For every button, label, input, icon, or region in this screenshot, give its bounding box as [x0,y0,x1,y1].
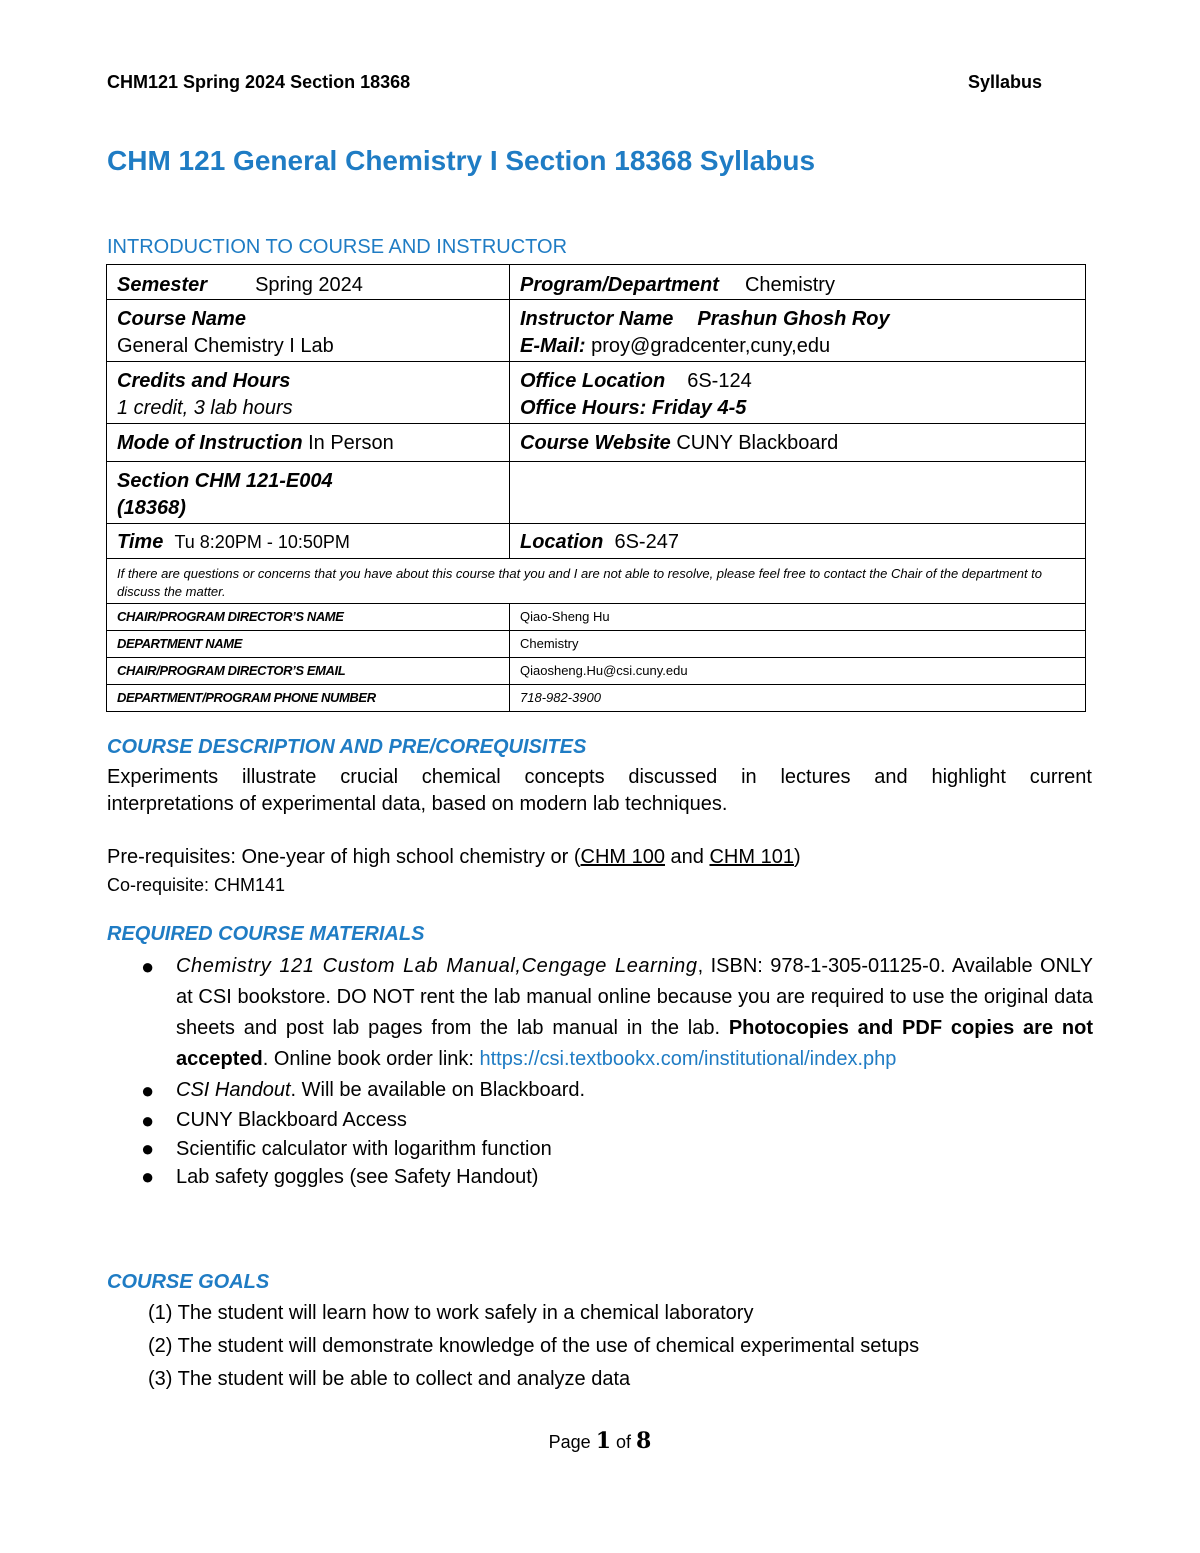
office-hours: Office Hours: Friday 4-5 [520,397,747,419]
table-row [107,524,1086,559]
mode-value: In Person [308,432,394,454]
section-line-2: (18368) [117,497,186,519]
mode-label: Mode of Instruction [117,432,303,454]
bullet-icon: ● [141,1078,155,1103]
website-cell [510,424,1086,462]
instructor-cell [510,300,1086,362]
table-row [107,559,1086,604]
email-value[interactable]: proy@gradcenter,cuny,edu [591,335,831,357]
description-line-1: Experiments illustrate crucial chemical concepts discussed in lectures and highlight current [107,766,1092,788]
location-label: Location [520,531,604,553]
table-row [107,362,1086,424]
blackboard-access: CUNY Blackboard Access [176,1109,407,1131]
list-item: (2) The student will demonstrate knowledge of the use of chemical experimental setups [148,1335,920,1357]
course-name-value: General Chemistry I Lab [117,335,334,357]
office-cell [510,362,1086,424]
lab-manual-isbn: , ISBN: 978-1-305-01125-0. [697,955,946,977]
semester-label: Semester [117,274,208,296]
program-cell [510,265,1086,300]
materials-list [107,951,1093,1191]
table-row [107,300,1086,362]
handout-title: CSI Handout [176,1079,291,1101]
location-cell [510,524,1086,559]
description-heading: COURSE DESCRIPTION AND PRE/COREQUISITES [107,736,587,758]
program-value: Chemistry [744,274,835,296]
calculator-item: Scientific calculator with logarithm function [176,1138,552,1160]
of-word: of [616,1432,632,1452]
goals-heading: COURSE GOALS [107,1271,270,1293]
table-row [107,604,1086,631]
prereq-text: Pre-requisites: One-year of high school chemistry or ( [107,846,581,868]
table-row [107,424,1086,462]
contact-label: DEPARTMENT NAME [107,631,510,658]
contact-note: If there are questions or concerns that you have about this course that you and I are not able to resolve, please feel free to contact the Chair of the department to discuss the matter. [107,559,1086,604]
prereq-link-chm101[interactable]: CHM 101 [709,846,794,868]
page-total: 8 [636,1428,652,1454]
credits-cell [107,362,510,424]
section-cell [107,462,510,524]
instructor-value: Prashun Ghosh Roy [697,308,890,330]
department-name-value: Chemistry [510,631,1086,658]
lab-manual-note: Available ONLY at CSI bookstore. DO NOT rent the lab manual online because you are required to use the original data sheets and post lab pages from the lab manual in the lab. [176,955,1094,1039]
list-item [107,1163,1093,1191]
page-word: Page [548,1432,591,1452]
section-line-1: Section CHM 121-E004 [117,470,333,492]
office-location-label: Office Location [520,370,666,392]
order-link-label: . Online book order link: [262,1048,480,1070]
handout-note: . Will be available on Blackboard. [290,1079,586,1101]
lab-manual-title: Chemistry 121 Custom Lab Manual,Cengage Learning [176,955,698,977]
course-info-table [106,264,1086,712]
time-cell [107,524,510,559]
semester-value: Spring 2024 [255,274,363,296]
location-value: 6S-247 [614,531,679,553]
bullet-icon: ● [141,1164,155,1189]
mode-cell [107,424,510,462]
description-line-2: interpretations of experimental data, based on modern lab techniques. [107,793,728,815]
intro-heading: INTRODUCTION TO COURSE AND INSTRUCTOR [107,236,568,258]
course-name-cell [107,300,510,362]
page-number: 1 [595,1428,611,1454]
prereq-link-chm100[interactable]: CHM 100 [580,846,665,868]
semester-cell [107,265,510,300]
corequisite: Co-requisite: CHM141 [107,875,286,895]
credits-label: Credits and Hours [117,370,291,392]
office-location-value: 6S-124 [687,370,752,392]
list-item [107,951,1093,1075]
chair-email-value[interactable]: Qiaosheng.Hu@csi.cuny.edu [510,658,1086,685]
table-row [107,265,1086,300]
contact-label: DEPARTMENT/PROGRAM PHONE NUMBER [107,685,510,712]
list-item: (1) The student will learn how to work safely in a chemical laboratory [148,1302,754,1324]
table-row [107,685,1086,712]
prereq-text: and [665,846,710,868]
instructor-label: Instructor Name [520,308,674,330]
table-row [107,658,1086,685]
website-value: CUNY Blackboard [676,432,839,454]
website-label: Course Website [520,432,671,454]
time-value: Tu 8:20PM - 10:50PM [174,532,350,552]
header-doc-type: Syllabus [967,72,1042,92]
list-item [107,1135,1093,1163]
running-header [107,72,1042,93]
page-footer [0,1428,1200,1454]
phone-value: 718-982-3900 [510,685,1086,712]
materials-heading: REQUIRED COURSE MATERIALS [107,923,425,945]
document-title: CHM 121 General Chemistry I Section 18368 Syllabus [107,145,816,176]
prereq-text: ) [793,846,801,868]
time-label: Time [117,531,164,553]
bullet-icon: ● [141,954,155,979]
bullet-icon: ● [141,1108,155,1133]
list-item [107,1106,1093,1135]
goggles-item: Lab safety goggles (see Safety Handout) [176,1166,539,1188]
goals-list [148,1297,919,1396]
table-row [107,462,1086,524]
email-label: E-Mail: [520,335,586,357]
header-course: CHM121 Spring 2024 Section 18368 [107,72,411,92]
program-label: Program/Department [520,274,719,296]
list-item [107,1075,1093,1106]
chair-name-value: Qiao-Sheng Hu [510,604,1086,631]
contact-label: CHAIR/PROGRAM DIRECTOR’S EMAIL [107,658,510,685]
prerequisites [107,844,1092,871]
course-name-label: Course Name [117,308,246,330]
table-row [107,631,1086,658]
bullet-icon: ● [141,1136,155,1161]
credits-value: 1 credit, 3 lab hours [117,397,293,419]
bookstore-link[interactable]: https://csi.textbookx.com/institutional/index.php [479,1048,897,1070]
empty-cell [510,462,1086,524]
contact-label: CHAIR/PROGRAM DIRECTOR’S NAME [107,604,510,631]
photocopy-warning: Photocopies and PDF copies are not accepted [176,1017,1093,1070]
list-item: (3) The student will be able to collect and analyze data [148,1368,631,1390]
